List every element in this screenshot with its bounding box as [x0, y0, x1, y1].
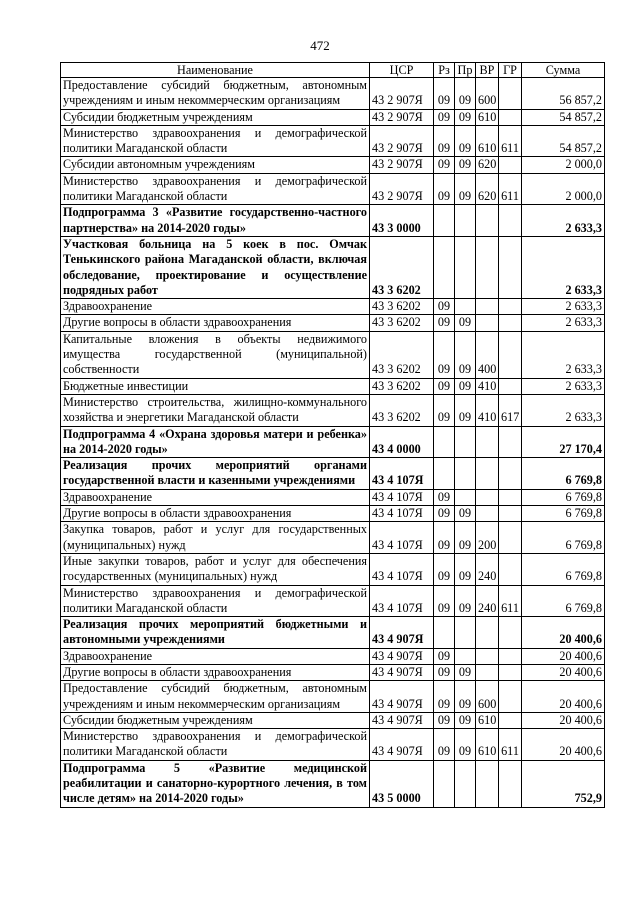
column-header-pr: Пр — [455, 63, 476, 78]
cell-gr — [499, 157, 522, 173]
cell-sum: 2 633,3 — [522, 315, 605, 331]
cell-csr: 43 2 907Я — [370, 157, 434, 173]
cell-csr: 43 3 6202 — [370, 299, 434, 315]
cell-pr: 09 — [455, 506, 476, 522]
cell-csr: 43 3 6202 — [370, 236, 434, 298]
cell-name: Предоставление субсидий бюджетным, автономным учреждениям и иным некоммерческим организациям — [61, 78, 370, 110]
cell-pr: 09 — [455, 681, 476, 713]
cell-pr: 09 — [455, 585, 476, 617]
table-row — [61, 315, 605, 331]
cell-pr — [455, 617, 476, 649]
cell-name: Реализация прочих мероприятий органами государственной власти и казенными учреждениями — [61, 458, 370, 490]
cell-rz: 09 — [434, 729, 455, 761]
cell-pr — [455, 236, 476, 298]
table-row — [61, 125, 605, 157]
cell-csr: 43 4 907Я — [370, 664, 434, 680]
cell-csr: 43 3 6202 — [370, 331, 434, 378]
cell-pr: 09 — [455, 157, 476, 173]
cell-csr: 43 5 0000 — [370, 760, 434, 807]
cell-name: Подпрограмма 5 «Развитие медицинской реабилитации и санаторно-курортного лечения, в том числе детям» на 2014-2020 годы» — [61, 760, 370, 807]
table-row — [61, 109, 605, 125]
cell-csr: 43 4 907Я — [370, 712, 434, 728]
cell-pr: 09 — [455, 553, 476, 585]
cell-rz: 09 — [434, 681, 455, 713]
cell-rz: 09 — [434, 125, 455, 157]
table-row — [61, 681, 605, 713]
cell-sum: 27 170,4 — [522, 426, 605, 458]
cell-gr — [499, 522, 522, 554]
cell-sum: 56 857,2 — [522, 78, 605, 110]
table-row — [61, 648, 605, 664]
cell-vr — [476, 299, 499, 315]
cell-sum: 2 000,0 — [522, 173, 605, 205]
cell-rz: 09 — [434, 331, 455, 378]
cell-rz: 09 — [434, 522, 455, 554]
cell-sum: 6 769,8 — [522, 522, 605, 554]
cell-name: Бюджетные инвестиции — [61, 378, 370, 394]
cell-gr — [499, 331, 522, 378]
cell-sum: 2 633,3 — [522, 394, 605, 426]
column-header-name: Наименование — [61, 63, 370, 78]
cell-name: Субсидии автономным учреждениям — [61, 157, 370, 173]
cell-vr: 610 — [476, 109, 499, 125]
cell-vr: 240 — [476, 585, 499, 617]
cell-gr — [499, 681, 522, 713]
cell-pr: 09 — [455, 78, 476, 110]
cell-gr — [499, 506, 522, 522]
cell-name: Подпрограмма 3 «Развитие государственно-частного партнерства» на 2014-2020 годы» — [61, 205, 370, 237]
cell-name: Здравоохранение — [61, 299, 370, 315]
cell-sum: 20 400,6 — [522, 648, 605, 664]
cell-name: Министерство здравоохранения и демографической политики Магаданской области — [61, 173, 370, 205]
cell-rz: 09 — [434, 585, 455, 617]
cell-name: Министерство строительства, жилищно-коммунального хозяйства и энергетики Магаданской области — [61, 394, 370, 426]
cell-sum: 2 633,3 — [522, 331, 605, 378]
cell-csr: 43 4 907Я — [370, 648, 434, 664]
cell-csr: 43 4 107Я — [370, 553, 434, 585]
cell-name: Иные закупки товаров, работ и услуг для обеспечения государственных (муниципальных) нужд — [61, 553, 370, 585]
cell-name: Закупка товаров, работ и услуг для государственных (муниципальных) нужд — [61, 522, 370, 554]
cell-csr: 43 4 907Я — [370, 681, 434, 713]
cell-vr: 240 — [476, 553, 499, 585]
cell-pr — [455, 458, 476, 490]
cell-sum: 6 769,8 — [522, 506, 605, 522]
cell-vr: 410 — [476, 394, 499, 426]
cell-pr — [455, 426, 476, 458]
cell-csr: 43 4 107Я — [370, 506, 434, 522]
cell-gr — [499, 315, 522, 331]
cell-vr — [476, 426, 499, 458]
cell-rz: 09 — [434, 553, 455, 585]
table-row — [61, 712, 605, 728]
cell-name: Субсидии бюджетным учреждениям — [61, 712, 370, 728]
cell-name: Подпрограмма 4 «Охрана здоровья матери и ребенка» на 2014-2020 годы» — [61, 426, 370, 458]
table-row — [61, 553, 605, 585]
cell-rz: 09 — [434, 299, 455, 315]
cell-sum: 54 857,2 — [522, 109, 605, 125]
cell-vr — [476, 664, 499, 680]
cell-pr: 09 — [455, 315, 476, 331]
budget-table — [60, 62, 605, 808]
table-row — [61, 299, 605, 315]
cell-pr: 09 — [455, 173, 476, 205]
cell-pr: 09 — [455, 712, 476, 728]
cell-name: Субсидии бюджетным учреждениям — [61, 109, 370, 125]
table-row — [61, 585, 605, 617]
cell-gr — [499, 378, 522, 394]
cell-gr — [499, 236, 522, 298]
cell-pr — [455, 648, 476, 664]
table-row — [61, 617, 605, 649]
cell-sum: 6 769,8 — [522, 458, 605, 490]
table-row — [61, 522, 605, 554]
cell-sum: 2 000,0 — [522, 157, 605, 173]
cell-sum: 2 633,3 — [522, 236, 605, 298]
cell-gr — [499, 648, 522, 664]
cell-rz: 09 — [434, 157, 455, 173]
cell-name: Участковая больница на 5 коек в пос. Омчак Тенькинского района Магаданской области, включая обследование, проектирование и осуществление подрядных работ — [61, 236, 370, 298]
cell-rz: 09 — [434, 173, 455, 205]
cell-name: Министерство здравоохранения и демографической политики Магаданской области — [61, 729, 370, 761]
cell-pr — [455, 489, 476, 505]
table-row — [61, 729, 605, 761]
column-header-rz: Рз — [434, 63, 455, 78]
cell-sum: 20 400,6 — [522, 617, 605, 649]
cell-vr: 620 — [476, 157, 499, 173]
cell-name: Здравоохранение — [61, 489, 370, 505]
cell-csr: 43 3 6202 — [370, 394, 434, 426]
cell-name: Капитальные вложения в объекты недвижимого имущества государственной (муниципальной) собственности — [61, 331, 370, 378]
cell-rz: 09 — [434, 664, 455, 680]
cell-pr: 09 — [455, 109, 476, 125]
cell-gr — [499, 489, 522, 505]
cell-gr — [499, 205, 522, 237]
column-header-gr: ГР — [499, 63, 522, 78]
cell-rz: 09 — [434, 378, 455, 394]
cell-csr: 43 3 0000 — [370, 205, 434, 237]
cell-gr — [499, 664, 522, 680]
table-row — [61, 394, 605, 426]
cell-gr — [499, 760, 522, 807]
cell-vr: 620 — [476, 173, 499, 205]
cell-gr: 611 — [499, 125, 522, 157]
table-row — [61, 173, 605, 205]
cell-vr — [476, 236, 499, 298]
cell-vr: 410 — [476, 378, 499, 394]
table-row — [61, 458, 605, 490]
cell-vr — [476, 205, 499, 237]
cell-vr — [476, 315, 499, 331]
cell-csr: 43 4 0000 — [370, 426, 434, 458]
cell-gr: 611 — [499, 173, 522, 205]
table-row — [61, 236, 605, 298]
cell-vr — [476, 489, 499, 505]
table-row — [61, 78, 605, 110]
cell-sum: 20 400,6 — [522, 729, 605, 761]
table-row — [61, 506, 605, 522]
table-row — [61, 426, 605, 458]
cell-sum: 20 400,6 — [522, 712, 605, 728]
cell-csr: 43 4 107Я — [370, 585, 434, 617]
column-header-vr: ВР — [476, 63, 499, 78]
cell-rz — [434, 617, 455, 649]
cell-vr: 600 — [476, 78, 499, 110]
cell-gr — [499, 426, 522, 458]
cell-name: Министерство здравоохранения и демографической политики Магаданской области — [61, 585, 370, 617]
cell-vr — [476, 458, 499, 490]
cell-vr: 610 — [476, 125, 499, 157]
cell-name: Реализация прочих мероприятий бюджетными и автономными учреждениями — [61, 617, 370, 649]
cell-sum: 2 633,3 — [522, 205, 605, 237]
cell-pr: 09 — [455, 522, 476, 554]
cell-pr — [455, 760, 476, 807]
cell-gr — [499, 458, 522, 490]
cell-rz: 09 — [434, 315, 455, 331]
cell-csr: 43 3 6202 — [370, 378, 434, 394]
cell-gr — [499, 617, 522, 649]
cell-gr — [499, 109, 522, 125]
cell-rz: 09 — [434, 394, 455, 426]
column-header-sum: Сумма — [522, 63, 605, 78]
table-row — [61, 489, 605, 505]
cell-csr: 43 4 907Я — [370, 729, 434, 761]
cell-vr — [476, 506, 499, 522]
cell-sum: 20 400,6 — [522, 681, 605, 713]
cell-rz — [434, 458, 455, 490]
cell-pr: 09 — [455, 331, 476, 378]
cell-csr: 43 2 907Я — [370, 125, 434, 157]
cell-sum: 6 769,8 — [522, 553, 605, 585]
table-header-row — [61, 63, 605, 78]
cell-csr: 43 4 907Я — [370, 617, 434, 649]
cell-vr — [476, 648, 499, 664]
cell-rz: 09 — [434, 506, 455, 522]
cell-sum: 6 769,8 — [522, 489, 605, 505]
cell-vr — [476, 760, 499, 807]
cell-vr: 400 — [476, 331, 499, 378]
cell-sum: 20 400,6 — [522, 664, 605, 680]
cell-name: Другие вопросы в области здравоохранения — [61, 664, 370, 680]
cell-name: Министерство здравоохранения и демографической политики Магаданской области — [61, 125, 370, 157]
table-body — [61, 78, 605, 808]
cell-pr: 09 — [455, 394, 476, 426]
cell-vr: 610 — [476, 729, 499, 761]
cell-pr: 09 — [455, 664, 476, 680]
cell-gr: 611 — [499, 585, 522, 617]
cell-csr: 43 2 907Я — [370, 109, 434, 125]
cell-sum: 2 633,3 — [522, 378, 605, 394]
cell-gr — [499, 553, 522, 585]
cell-gr — [499, 78, 522, 110]
cell-pr: 09 — [455, 729, 476, 761]
cell-vr: 610 — [476, 712, 499, 728]
cell-rz: 09 — [434, 109, 455, 125]
cell-csr: 43 4 107Я — [370, 522, 434, 554]
cell-name: Другие вопросы в области здравоохранения — [61, 506, 370, 522]
cell-rz: 09 — [434, 78, 455, 110]
cell-rz — [434, 236, 455, 298]
page-number: 472 — [310, 38, 330, 53]
cell-rz: 09 — [434, 712, 455, 728]
cell-gr: 617 — [499, 394, 522, 426]
table-row — [61, 205, 605, 237]
cell-csr: 43 4 107Я — [370, 458, 434, 490]
cell-pr — [455, 299, 476, 315]
cell-rz — [434, 426, 455, 458]
table-row — [61, 760, 605, 807]
cell-rz: 09 — [434, 648, 455, 664]
table-row — [61, 331, 605, 378]
cell-rz — [434, 205, 455, 237]
table-row — [61, 378, 605, 394]
table-row — [61, 664, 605, 680]
cell-rz — [434, 760, 455, 807]
cell-csr: 43 4 107Я — [370, 489, 434, 505]
cell-csr: 43 3 6202 — [370, 315, 434, 331]
cell-pr: 09 — [455, 125, 476, 157]
cell-csr: 43 2 907Я — [370, 173, 434, 205]
cell-sum: 2 633,3 — [522, 299, 605, 315]
cell-pr: 09 — [455, 378, 476, 394]
cell-name: Предоставление субсидий бюджетным, автономным учреждениям и иным некоммерческим организациям — [61, 681, 370, 713]
cell-name: Другие вопросы в области здравоохранения — [61, 315, 370, 331]
cell-pr — [455, 205, 476, 237]
cell-sum: 54 857,2 — [522, 125, 605, 157]
cell-vr: 600 — [476, 681, 499, 713]
cell-gr: 611 — [499, 729, 522, 761]
cell-gr — [499, 712, 522, 728]
cell-sum: 6 769,8 — [522, 585, 605, 617]
cell-rz: 09 — [434, 489, 455, 505]
cell-csr: 43 2 907Я — [370, 78, 434, 110]
column-header-csr: ЦСР — [370, 63, 434, 78]
cell-vr: 200 — [476, 522, 499, 554]
cell-gr — [499, 299, 522, 315]
cell-vr — [476, 617, 499, 649]
cell-name: Здравоохранение — [61, 648, 370, 664]
table-row — [61, 157, 605, 173]
cell-sum: 752,9 — [522, 760, 605, 807]
